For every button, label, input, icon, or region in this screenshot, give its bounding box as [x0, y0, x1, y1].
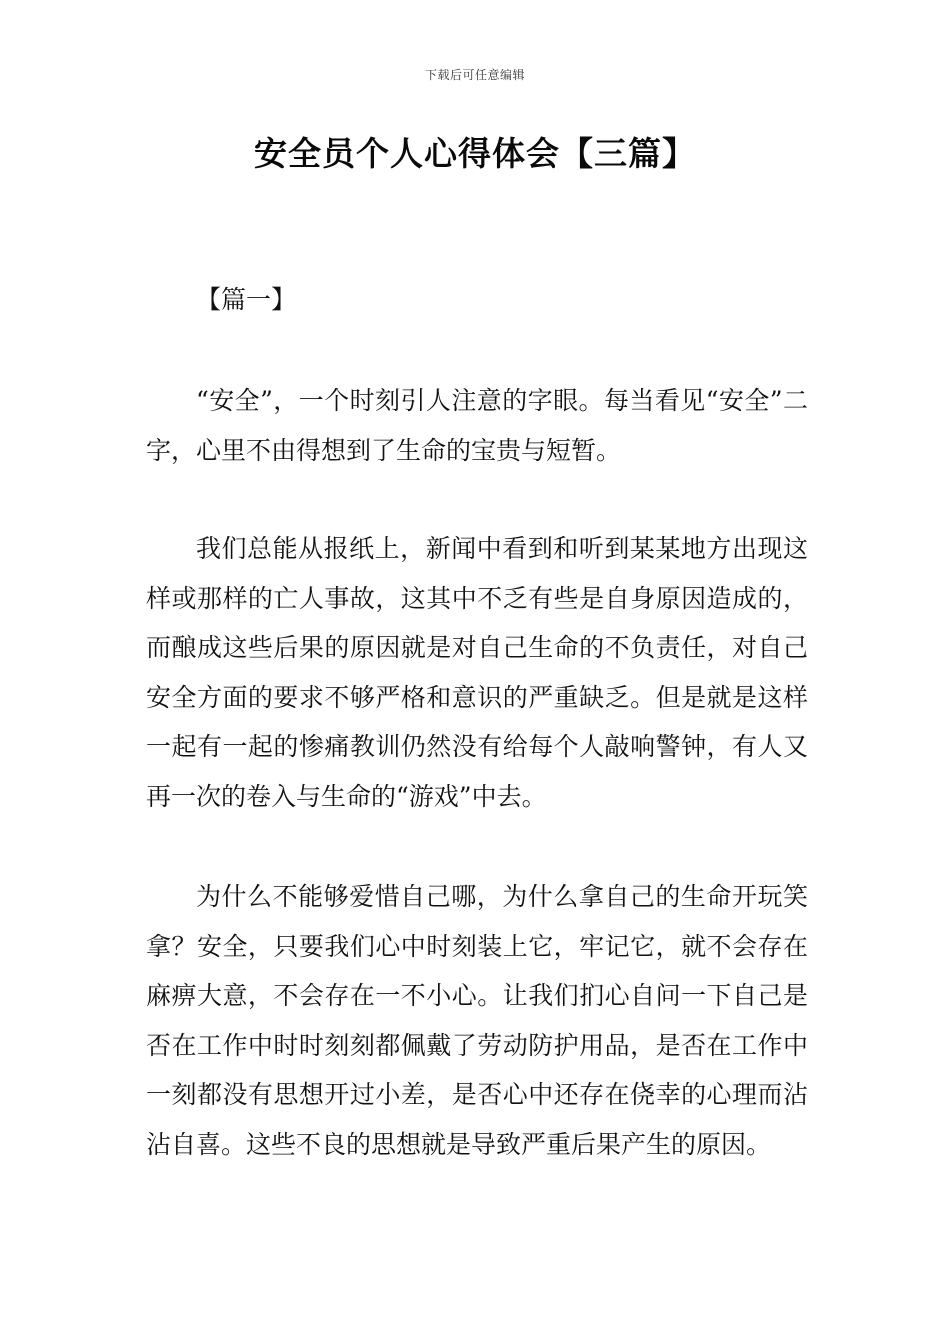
paragraph: 为什么不能够爱惜自己哪，为什么拿自己的生命开玩笑拿？安全，只要我们心中时刻装上它，牢记它，就不会存在麻痹大意，不会存在一不小心。让我们扪心自问一下自己是否在工作中时时刻刻都佩戴了劳动防护用品，是否在工作中一刻都没有思想开过小差，是否心中还存在侥幸的心理而沾沾自喜。这些不良的思想就是导致严重后果产生的原因。 [146, 882, 808, 1159]
header-note: 下载后可任意编辑 [424, 68, 525, 82]
document-title: 安全员个人心得体会【三篇】 [254, 134, 696, 173]
section-label: 【篇一】 [196, 285, 297, 314]
paragraph: 我们总能从报纸上，新闻中看到和听到某某地方出现这样或那样的亡人事故，这其中不乏有些是自身原因造成的，而酿成这些后果的原因就是对自己生命的不负责任，对自己安全方面的要求不够严格和意识的严重缺乏。但是就是这样一起有一起的惨痛教训仍然没有给每个人敲响警钟，有人又再一次的卷入与生命的“游戏”中去。 [146, 534, 808, 811]
paragraph: “安全”，一个时刻引人注意的字眼。每当看见“安全”二字，心里不由得想到了生命的宝贵与短暂。 [146, 386, 809, 465]
